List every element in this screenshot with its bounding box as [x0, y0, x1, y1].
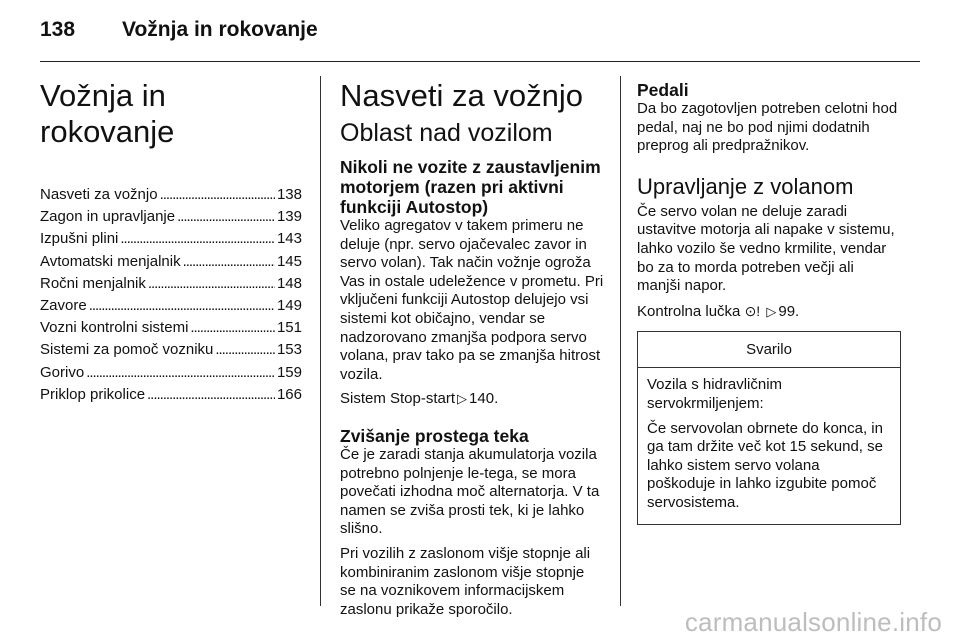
toc-leader [147, 384, 275, 406]
pedals-body: Da bo zagotovljen potreben celotni hod pedal, naj ne bo pod njimi dodatnih preprog ali predpražnikov. [637, 100, 898, 155]
chapter-title: Vožnja in rokovanje [40, 78, 175, 149]
toc-entry-page: 138 [276, 186, 302, 203]
toc-entry[interactable] [40, 295, 302, 317]
toc-entry-page: 153 [276, 341, 302, 359]
toc-entry-page: 145 [276, 252, 302, 270]
toc-entry-page: 159 [276, 363, 302, 381]
toc-leader [160, 184, 275, 206]
reference-page[interactable]: 140. [469, 390, 499, 408]
toc-leader [177, 206, 275, 228]
idle-speed-title: Zvišanje prostega teka [340, 425, 529, 446]
warning-text-1: Vozila s hidravličnim servokrmiljenjem: [647, 376, 783, 412]
steering-warning-icon: ⊙! [744, 302, 761, 319]
toc-entry-label: Priklop prikolice [40, 385, 146, 403]
section-heading: Nasveti za vožnjo [340, 78, 583, 113]
toc-entry[interactable] [40, 317, 302, 339]
control-lamp-reference [637, 302, 901, 322]
toc-entry-page: 148 [276, 274, 302, 292]
toc-leader [120, 228, 275, 250]
toc-entry-label: Vozni kontrolni sistemi [40, 319, 189, 337]
column-divider-2 [620, 76, 621, 606]
reference-text: Kontrolna lučka [637, 302, 741, 320]
toc-leader [89, 295, 275, 317]
engine-off-title: Nikoli ne vozite z zaustavljenim motorjem (razen pri aktivni funkciji Autostop) [340, 157, 601, 217]
warning-box [637, 331, 901, 524]
toc-entry[interactable] [40, 206, 302, 228]
watermark: carmanualsonline.info [684, 607, 942, 637]
toc-entry-label: Gorivo [40, 363, 85, 381]
warning-text-2: Če servovolan obrnete do konca, in ga tam držite več kot 15 sekund, se lahko sistem servo volana poškoduje in lahko izgubite pomoč servosistema. [647, 419, 883, 511]
toc-leader [215, 339, 275, 361]
toc-entry-label: Izpušni plini [40, 230, 119, 248]
toc-entry-page: 143 [276, 230, 302, 248]
steering-heading: Upravljanje z volanom [637, 173, 854, 199]
chapter-column [40, 78, 302, 406]
subsection-heading: Oblast nad vozilom [340, 119, 553, 147]
toc-entry-label: Sistemi za pomoč vozniku [40, 341, 214, 359]
toc-entry[interactable] [40, 362, 302, 384]
toc-leader [148, 273, 275, 295]
column-divider-1 [320, 76, 321, 606]
play-outline-icon: ▷ [766, 303, 777, 319]
running-head: Vožnja in rokovanje [122, 18, 318, 41]
toc-entry-page: 149 [276, 297, 302, 315]
idle-speed-body-1: Če je zaradi stanja akumulatorja vozila potrebno polnjenje le-tega, se mora povečati izhodna moč alternatorja. V ta namen se zviša prosti tek, ki je lahko slišno. [340, 445, 600, 538]
toc-leader [190, 317, 275, 339]
idle-speed-body-2: Pri vozilih z zaslonom višje stopnje ali kombiniranim zaslonom višje stopnje se na voznikovem informacijskem zaslonu prikaže sporočilo. [340, 544, 591, 618]
steering-body: Če servo volan ne deluje zaradi ustavitve motorja ali napake v sistemu, lahko vozilo še vedno krmilite, vendar bo za to morda potreben večji ali manjši napor. [637, 202, 895, 295]
driving-tips-column [340, 78, 604, 619]
toc-entry[interactable] [40, 273, 302, 295]
header-rule [40, 61, 920, 62]
toc-entry[interactable] [40, 184, 302, 206]
toc-entry[interactable] [40, 228, 302, 250]
toc-leader [183, 251, 275, 273]
toc-entry-label: Zagon in upravljanje [40, 208, 176, 226]
warning-body [638, 368, 900, 523]
pedals-title: Pedali [637, 80, 689, 100]
play-outline-icon: ▷ [457, 391, 468, 407]
warning-title: Svarilo [638, 332, 900, 368]
toc-entry-label: Avtomatski menjalnik [40, 252, 181, 270]
toc-leader [86, 362, 275, 384]
table-of-contents [40, 184, 302, 406]
toc-entry-page: 151 [276, 319, 302, 337]
page-number: 138 [40, 18, 76, 41]
toc-entry-page: 166 [276, 385, 302, 403]
stop-start-reference [340, 390, 604, 409]
toc-entry-label: Nasveti za vožnjo [40, 186, 158, 203]
steering-column [637, 80, 901, 525]
reference-text: Sistem Stop-start [340, 390, 456, 408]
toc-entry[interactable] [40, 339, 302, 361]
toc-entry-page: 139 [276, 208, 302, 226]
toc-entry[interactable] [40, 251, 302, 273]
toc-entry[interactable] [40, 384, 302, 406]
toc-entry-label: Zavore [40, 297, 87, 315]
toc-entry-label: Ročni menjalnik [40, 274, 146, 292]
engine-off-body: Veliko agregatov v takem primeru ne deluje (npr. servo ojačevalec zavor in servo volan). Tak način vožnje ogroža Vas in ostale udeležence v prometu. Pri vključeni funkciji Autostop delujejo vsi sistemi kot običajno, vendar se nadzorovano zmanjša podpora servo volana, prav tako pa se zmanjša hitrost vozila. [340, 217, 604, 383]
reference-page[interactable]: 99. [778, 302, 800, 320]
